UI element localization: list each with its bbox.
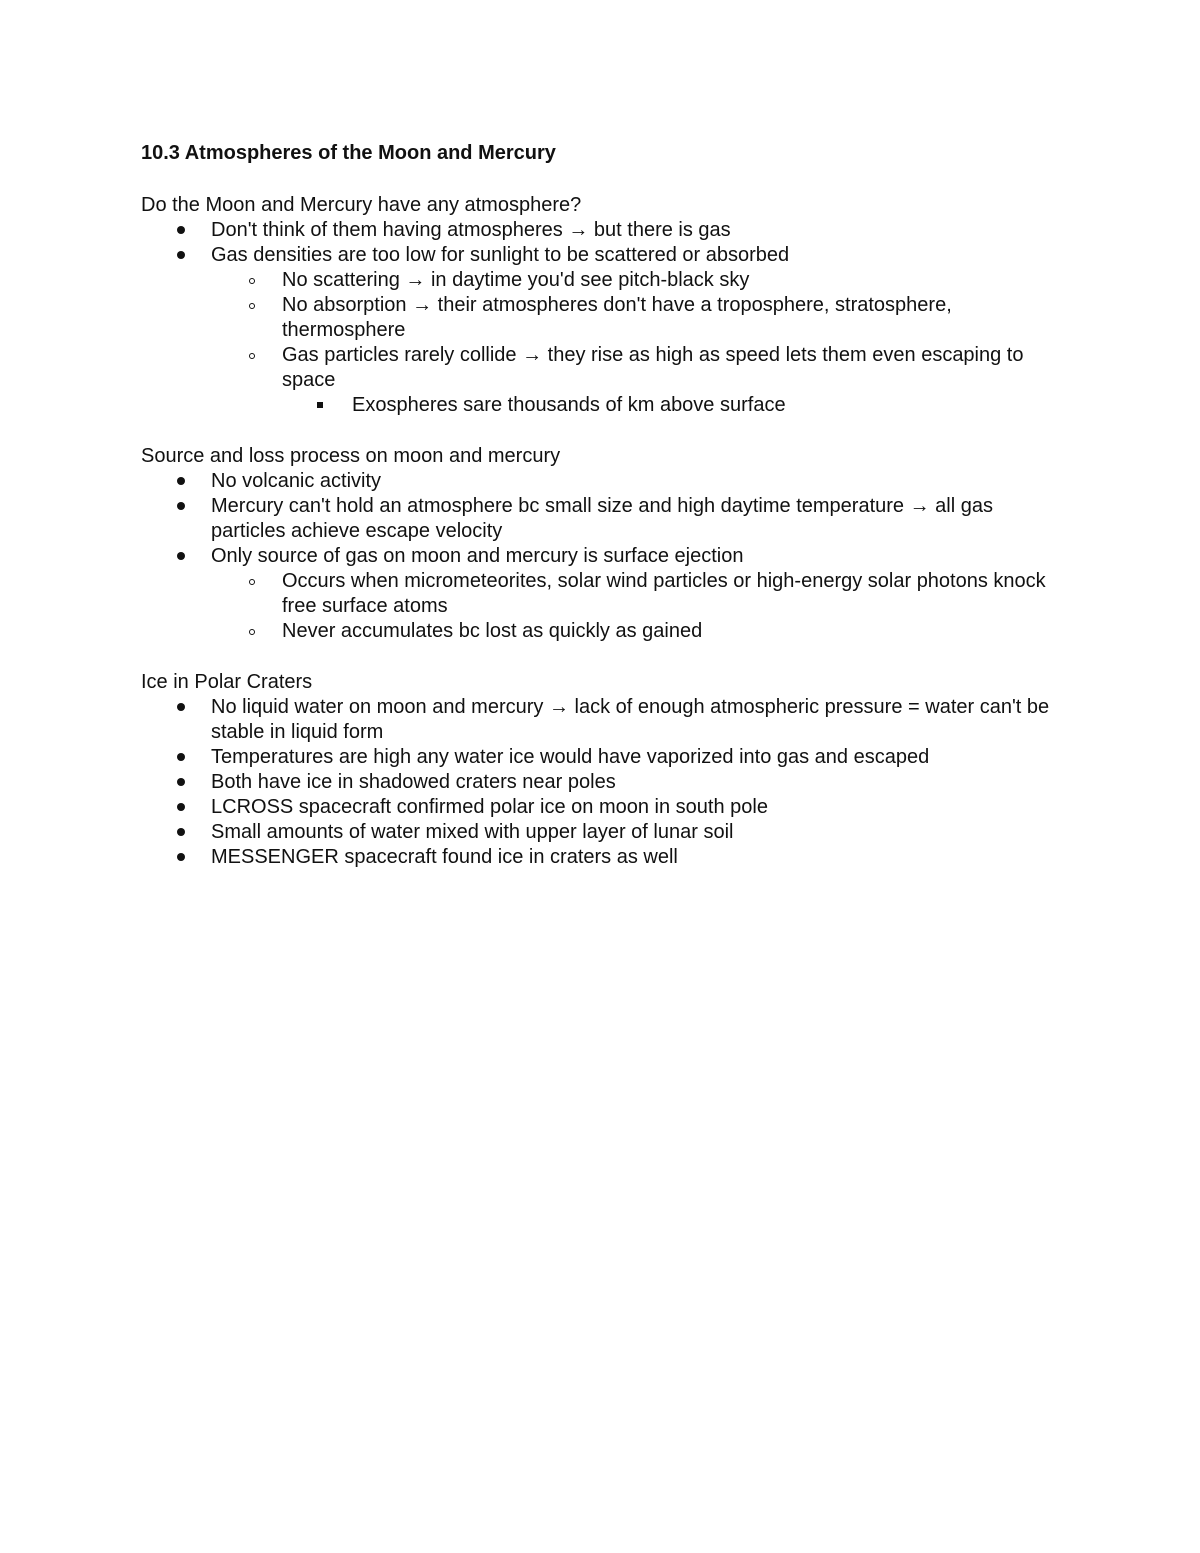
- spacer: [141, 166, 1071, 193]
- sub-bullet-list: [141, 569, 1071, 644]
- list-item: [141, 544, 1071, 644]
- bullet-icon: [177, 753, 185, 761]
- sub-list-item: [141, 619, 1071, 644]
- circle-bullet-icon: [249, 579, 255, 585]
- list-item-text: LCROSS spacecraft confirmed polar ice on moon in south pole: [211, 796, 768, 818]
- sub-sub-list-item-text: Exospheres sare thousands of km above surface: [352, 394, 786, 416]
- bullet-list: [141, 469, 1071, 644]
- sub-list-item: [141, 293, 1071, 343]
- list-item-text: Mercury can't hold an atmosphere bc small size and high daytime temperature → all gas particles achieve escape velocity: [211, 495, 993, 542]
- bullet-icon: [177, 803, 185, 811]
- list-item-text: No liquid water on moon and mercury → lack of enough atmospheric pressure = water can't be stable in liquid form: [211, 696, 1050, 743]
- page-title: 10.3 Atmospheres of the Moon and Mercury: [141, 142, 556, 164]
- bullet-icon: [177, 477, 185, 485]
- bullet-icon: [177, 502, 185, 510]
- sub-list-item-text: No scattering → in daytime you'd see pitch-black sky: [282, 269, 750, 291]
- list-item-text: Small amounts of water mixed with upper layer of lunar soil: [211, 821, 734, 843]
- sub-list-item-text: Occurs when micrometeorites, solar wind particles or high-energy solar photons knock free surface atoms: [282, 570, 1046, 617]
- bullet-icon: [177, 226, 185, 234]
- bullet-icon: [177, 778, 185, 786]
- circle-bullet-icon: [249, 629, 255, 635]
- section-heading: Do the Moon and Mercury have any atmosphere?: [141, 194, 582, 216]
- bullet-icon: [177, 703, 185, 711]
- bullet-icon: [177, 251, 185, 259]
- list-item-text: Temperatures are high any water ice would have vaporized into gas and escaped: [211, 746, 930, 768]
- list-item: [141, 845, 1071, 870]
- list-item: [141, 494, 1071, 544]
- sub-list-item: [141, 268, 1071, 293]
- list-item-text: Both have ice in shadowed craters near poles: [211, 771, 616, 793]
- section-polar-ice: [141, 670, 1071, 870]
- document-page: [141, 141, 1071, 870]
- section-heading: Ice in Polar Craters: [141, 671, 313, 693]
- spacer: [141, 418, 1071, 444]
- circle-bullet-icon: [249, 353, 255, 359]
- circle-bullet-icon: [249, 303, 255, 309]
- sub-sub-bullet-list: [141, 393, 1071, 418]
- list-item: [141, 770, 1071, 795]
- spacer: [141, 644, 1071, 670]
- list-item: [141, 243, 1071, 418]
- sub-list-item: [141, 343, 1071, 418]
- list-item: [141, 218, 1071, 243]
- list-item: [141, 795, 1071, 820]
- section-atmosphere: [141, 193, 1071, 418]
- section-source-loss: [141, 444, 1071, 644]
- bullet-list: [141, 218, 1071, 418]
- sub-bullet-list: [141, 268, 1071, 418]
- list-item-text: Gas densities are too low for sunlight to be scattered or absorbed: [211, 244, 790, 266]
- bullet-icon: [177, 552, 185, 560]
- list-item-text: MESSENGER spacecraft found ice in craters as well: [211, 846, 678, 868]
- sub-list-item-text: Gas particles rarely collide → they rise as high as speed lets them even escaping to space: [282, 344, 1024, 391]
- list-item: [141, 745, 1071, 770]
- sub-sub-list-item: [141, 393, 1071, 418]
- circle-bullet-icon: [249, 278, 255, 284]
- bullet-list: [141, 695, 1071, 870]
- bullet-icon: [177, 828, 185, 836]
- sub-list-item: [141, 569, 1071, 619]
- sub-list-item-text: No absorption → their atmospheres don't have a troposphere, stratosphere, thermosphere: [282, 294, 952, 341]
- section-heading: Source and loss process on moon and mercury: [141, 445, 561, 467]
- sub-list-item-text: Never accumulates bc lost as quickly as gained: [282, 620, 703, 642]
- list-item-text: Only source of gas on moon and mercury is surface ejection: [211, 545, 744, 567]
- list-item: [141, 820, 1071, 845]
- list-item-text: No volcanic activity: [211, 470, 382, 492]
- list-item-text: Don't think of them having atmospheres → but there is gas: [211, 219, 731, 241]
- list-item: [141, 695, 1071, 745]
- bullet-icon: [177, 853, 185, 861]
- square-bullet-icon: [317, 402, 323, 408]
- list-item: [141, 469, 1071, 494]
